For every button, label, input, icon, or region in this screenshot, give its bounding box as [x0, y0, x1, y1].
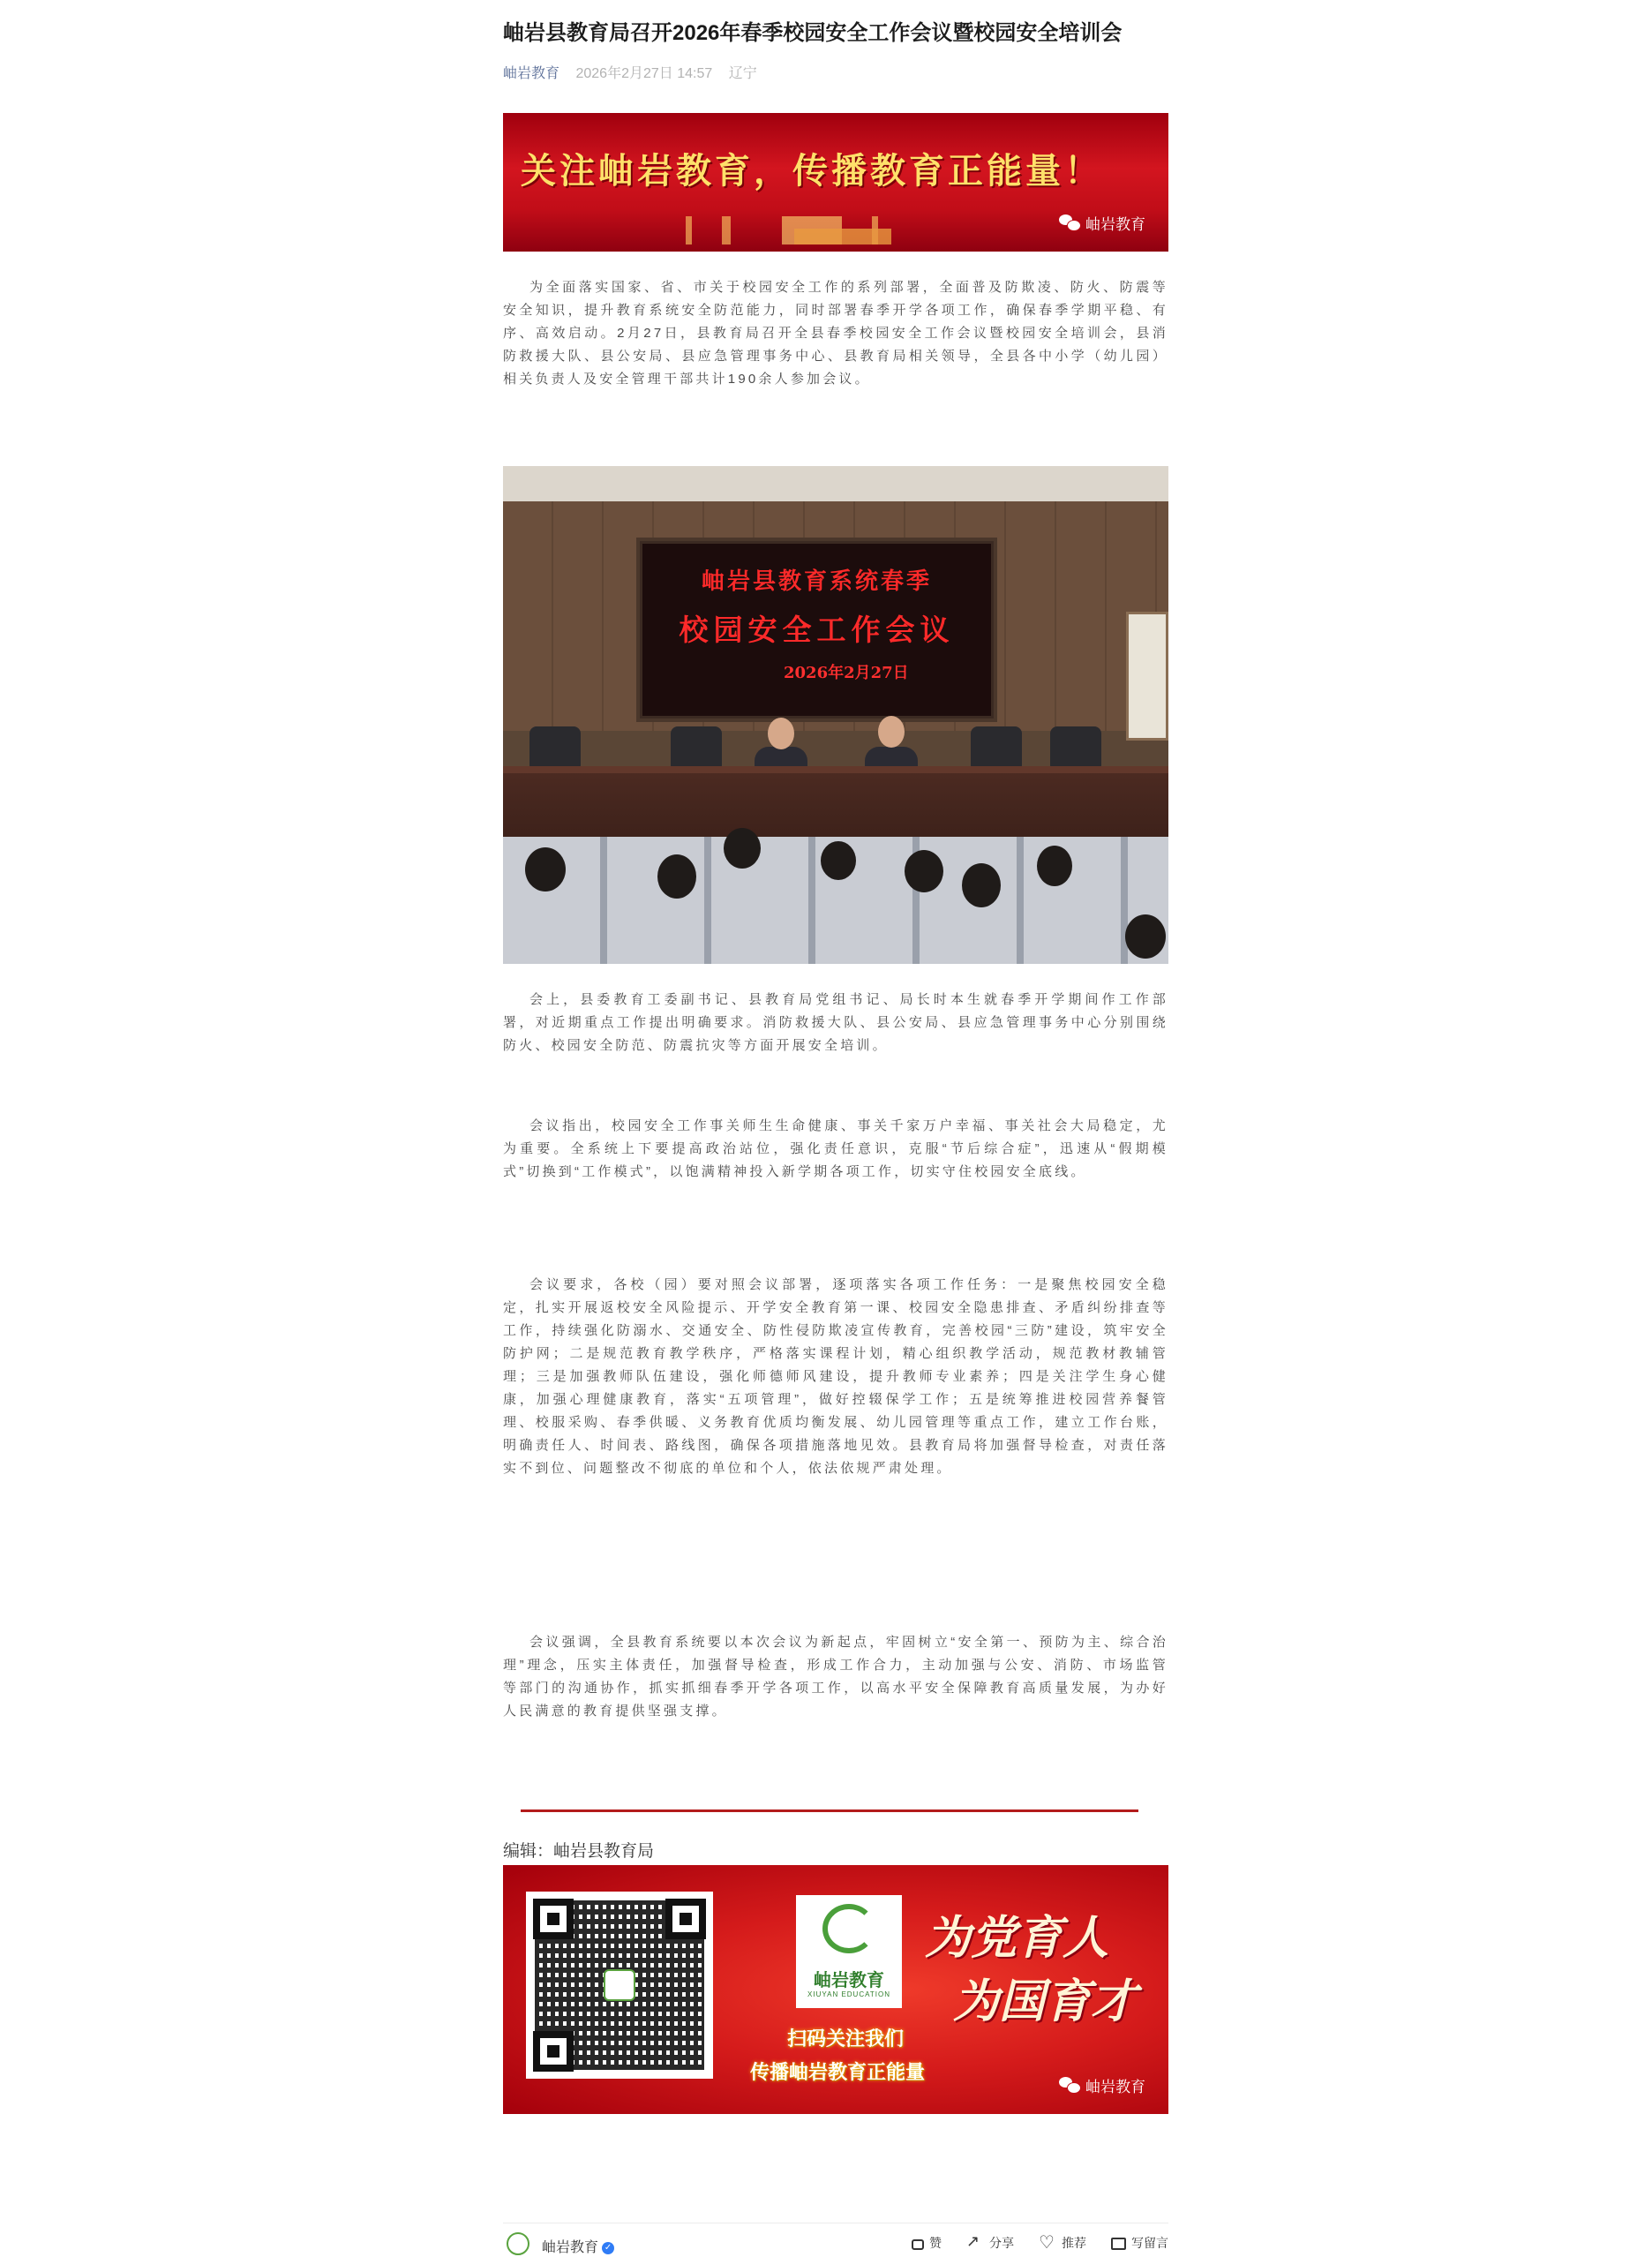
chair	[1050, 726, 1101, 767]
editor-credit: 编辑：岫岩县教育局	[503, 1842, 655, 1861]
footer-wechat-tag	[1059, 2074, 1145, 2096]
chair	[529, 726, 581, 767]
audience-head	[821, 841, 856, 880]
scan-line-2: 传播岫岩教育正能量	[750, 2061, 926, 2083]
xiuyan-education-logo	[796, 1895, 902, 2008]
verified-badge-icon: ✓	[602, 2242, 614, 2254]
banner-tag-text: 岫岩教育	[1085, 216, 1145, 233]
share-button[interactable]	[966, 2234, 1014, 2252]
like-button[interactable]	[912, 2234, 942, 2252]
top-banner-image	[503, 113, 1168, 252]
qr-finder	[533, 1899, 574, 1939]
paragraph-4: 会议要求，各校（园）要对照会议部署，逐项落实各项工作任务：一是聚焦校园安全稳定，扎实开展返校安全风险提示、开学安全教育第一课、校园安全隐患排查、矛盾纠纷排查等工作，持续强化防溺水、交通安全、防性侵防欺凌宣传教育，完善校园“三防”建设，筑牢安全防护网；二是规范教育教学秩序，严格落实课程计划，精心组织教学活动，规范教材教辅管理；三是加强教师队伍建设，强化师德师风建设，提升教师专业素养；四是关注学生身心健康，加强心理健康教育，落实“五项管理”，做好控辍保学工作；五是统筹推进校园营养餐管理、校服采购、春季供暖、义务教育优质均衡发展、幼儿园管理等重点工作，建立工作台账，明确责任人、时间表、路线图，确保各项措施落地见效。县教育局将加强督导检查，对责任落实不到位、问题整改不彻底的单位和个人，依法依规严肃处理。	[503, 1277, 1168, 1476]
motto-line-1: 为党育人	[925, 1911, 1109, 1965]
paragraph-5: 会议强调，全县教育系统要以本次会议为新起点，牢固树立“安全第一、预防为主、综合治理”理念，压实主体责任，加强督导检查，形成工作合力，主动加强与公安、消防、市场监管等部门的沟通协作，抓实抓细春季开学各项工作，以高水平安全保障教育高质量发展，为办好人民满意的教育提供坚强支撑。	[503, 1635, 1168, 1719]
motto-line-2: 为国育才	[953, 1975, 1138, 2028]
like-label: 赞	[929, 2236, 942, 2250]
qr-logo	[604, 1969, 635, 2001]
action-group	[912, 2234, 1168, 2252]
meeting-photo	[503, 466, 1168, 964]
publish-location: 辽宁	[728, 66, 757, 81]
account-name-text: 岫岩教育	[542, 2240, 599, 2255]
logo-name: 岫岩教育	[814, 1969, 884, 1990]
publish-date: 2026年2月27日 14:57	[575, 66, 713, 81]
scan-line-1: 扫码关注我们	[787, 2028, 905, 2050]
comment-button[interactable]	[1111, 2234, 1168, 2252]
audience-head	[724, 828, 761, 869]
wall-painting	[1126, 612, 1168, 741]
banner-slogan: 关注岫岩教育，传播教育正能量！	[521, 150, 1103, 192]
audience-head	[657, 854, 696, 899]
recommend-button[interactable]	[1039, 2234, 1086, 2252]
thumbs-up-icon	[912, 2239, 924, 2250]
speaker-2-head	[878, 716, 905, 748]
banner-wechat-tag	[1059, 212, 1145, 234]
comment-icon	[1111, 2238, 1126, 2250]
footer-banner-image	[503, 1865, 1168, 2114]
qr-code[interactable]	[526, 1892, 713, 2079]
share-label: 分享	[989, 2236, 1014, 2250]
logo-mark-icon	[822, 1904, 875, 1953]
tiananmen-graphic	[794, 229, 891, 245]
share-icon	[966, 2235, 984, 2251]
audience-head	[1125, 914, 1166, 959]
account-link[interactable]: 岫岩教育	[503, 66, 560, 81]
qr-finder	[665, 1899, 706, 1939]
heart-icon	[1039, 2235, 1056, 2251]
screen-line-2: 校园安全工作会议	[679, 613, 955, 647]
screen-line-1: 岫岩县教育系统春季	[701, 568, 932, 595]
chair	[971, 726, 1022, 767]
bottom-action-bar	[503, 2223, 1168, 2253]
article-title: 岫岩县教育局召开2026年春季校园安全工作会议暨校园安全培训会	[503, 21, 1123, 45]
ceiling	[503, 466, 1168, 501]
section-divider	[521, 1809, 1138, 1812]
footer-tag-text: 岫岩教育	[1085, 2079, 1145, 2095]
paragraph-1: 为全面落实国家、省、市关于校园安全工作的系列部署，全面普及防欺凌、防火、防震等安全知识，提升教育系统安全防范能力，同时部署春季开学各项工作，确保春季学期平稳、有序、高效启动。2月27日，县教育局召开全县春季校园安全工作会议暨校园安全培训会，县消防救援大队、县公安局、县应急管理事务中心、县教育局相关领导，全县各中小学（幼儿园）相关负责人及安全管理干部共计190余人参加会议。	[503, 280, 1168, 387]
screen-line-3: 2026年2月27日	[784, 664, 909, 682]
logo-en: XIUYAN EDUCATION	[807, 1990, 890, 1998]
speaker-1-head	[768, 718, 794, 749]
account-name[interactable]	[542, 2236, 614, 2256]
paragraph-3: 会议指出，校园安全工作事关师生生命健康、事关千家万户幸福、事关社会大局稳定，尤为重要。全系统上下要提高政治站位，强化责任意识，克服“节后综合症”，迅速从“假期模式”切换到“工作模式”，以饱满精神投入新学期各项工作，切实守住校园安全底线。	[503, 1118, 1168, 1179]
account-avatar[interactable]	[507, 2232, 529, 2255]
recommend-label: 推荐	[1062, 2236, 1086, 2250]
comment-label: 写留言	[1131, 2236, 1168, 2250]
audience-head	[525, 847, 566, 892]
led-screen	[640, 541, 994, 718]
qr-finder	[533, 2031, 574, 2072]
paragraph-2: 会上，县委教育工委副书记、县教育局党组书记、局长时本生就春季开学期间作工作部署，对近期重点工作提出明确要求。消防救援大队、县公安局、县应急管理事务中心分别围绕防火、校园安全防范、防震抗灾等方面开展安全培训。	[503, 992, 1168, 1053]
audience-head	[1037, 846, 1072, 886]
article-meta	[503, 62, 757, 82]
wechat-icon	[1059, 214, 1080, 232]
audience-head	[905, 850, 943, 892]
chair	[671, 726, 722, 767]
wechat-icon	[1059, 2077, 1080, 2095]
audience-head	[962, 863, 1001, 907]
